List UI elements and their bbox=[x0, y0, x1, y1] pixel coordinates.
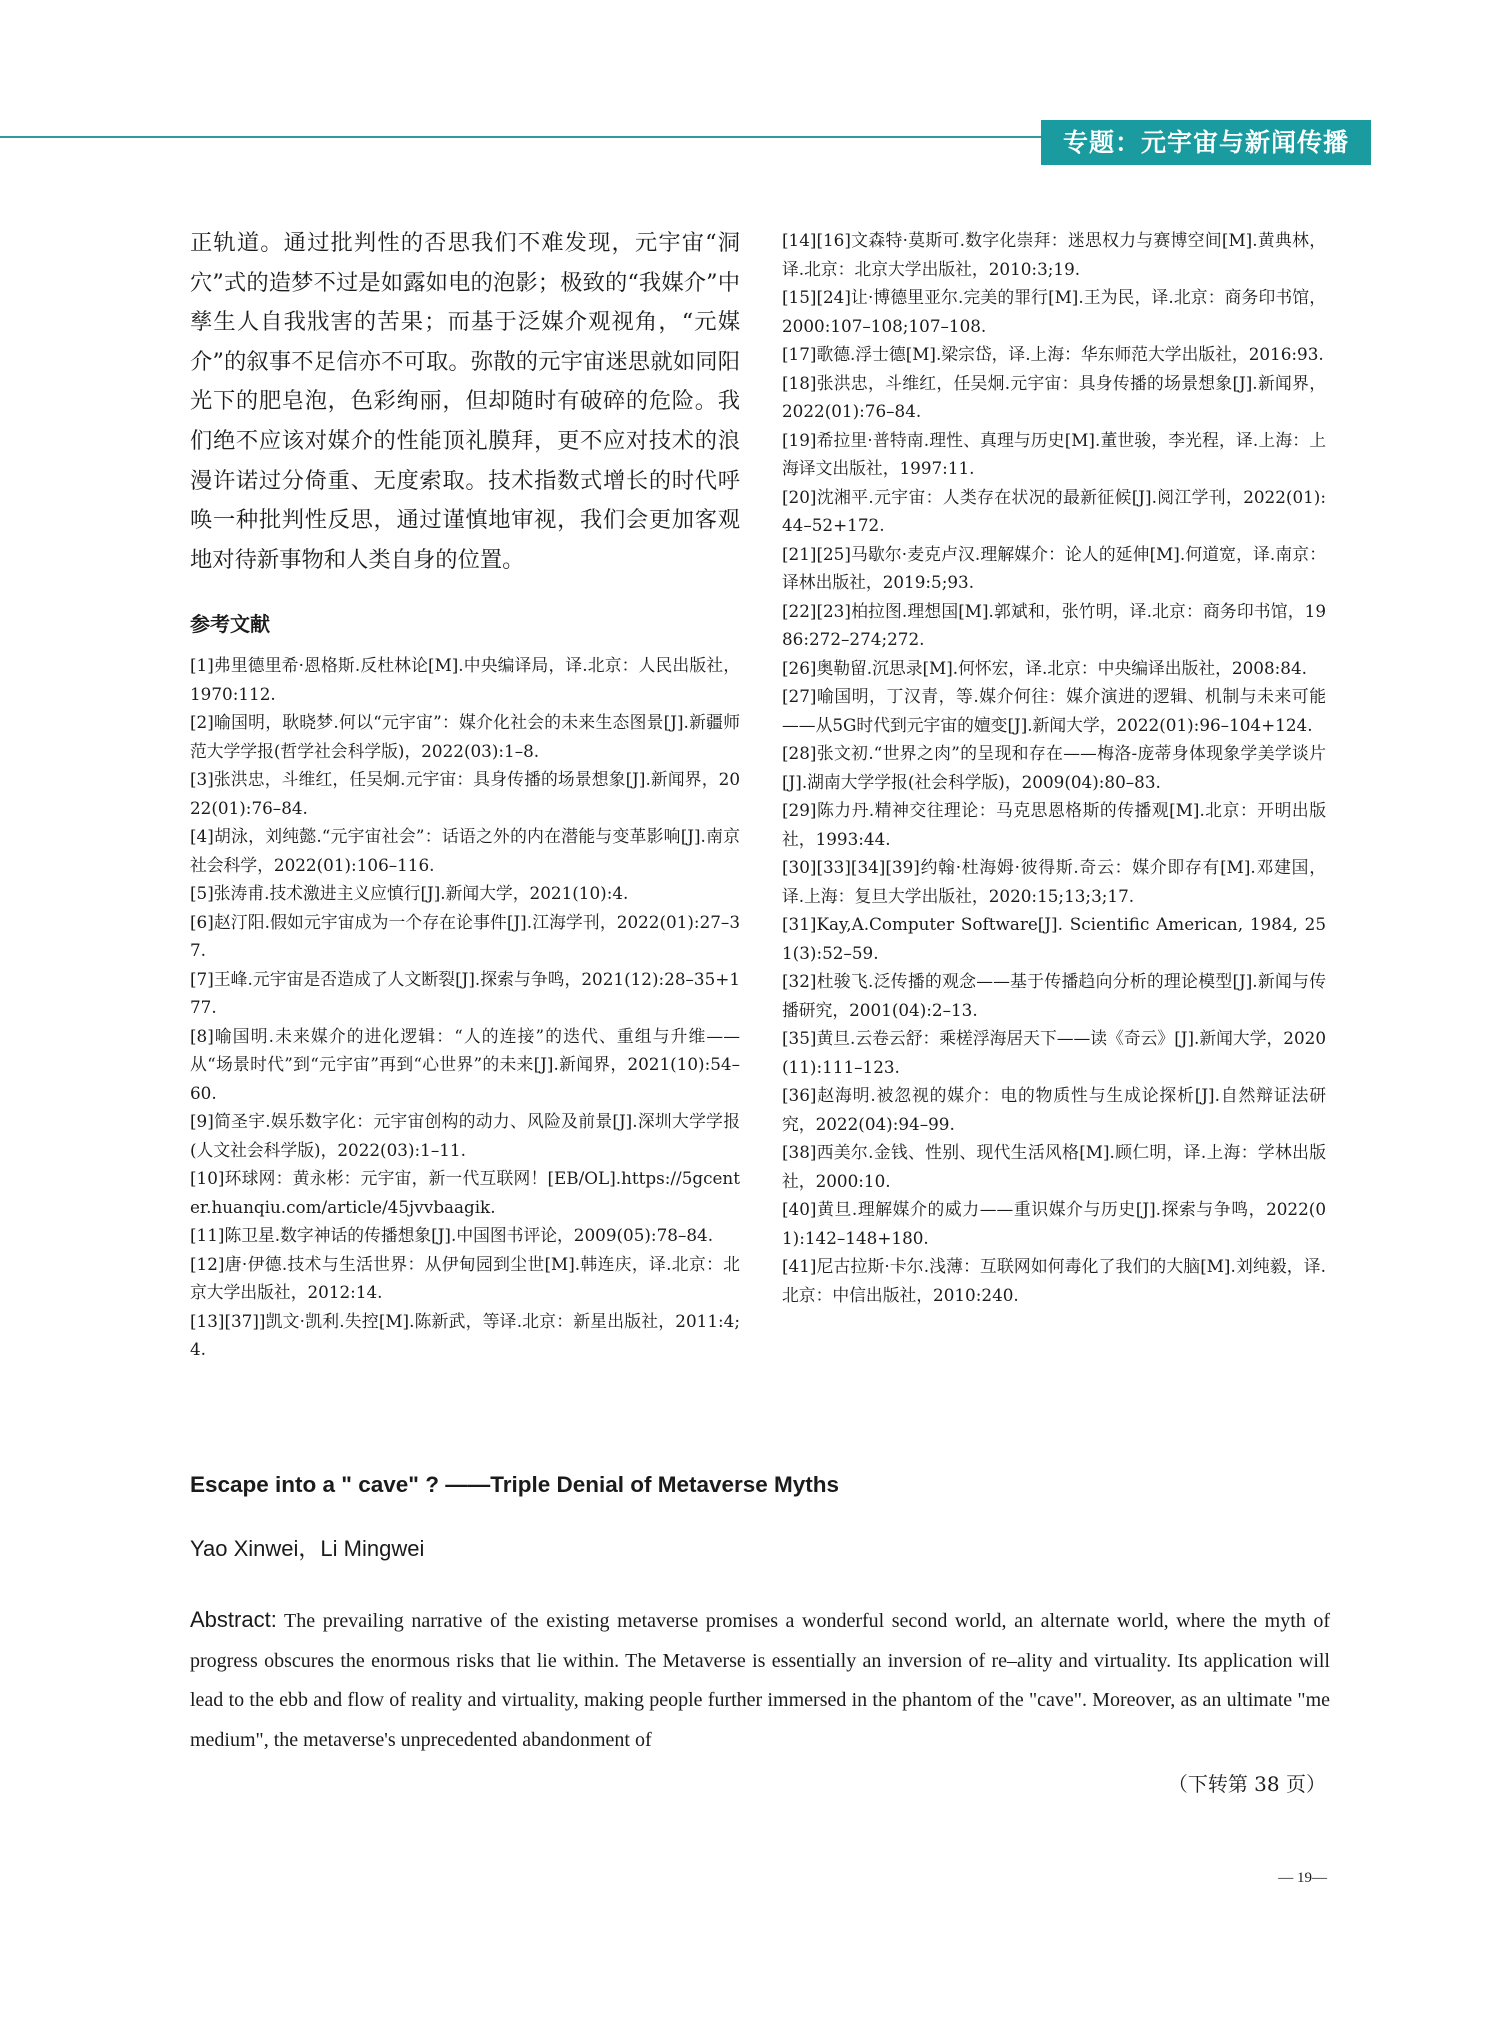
header-rule bbox=[0, 136, 1055, 138]
body-paragraph: 正轨道。通过批判性的否思我们不难发现，元宇宙“洞穴”式的造梦不过是如露如电的泡影；极致的“我媒介”中孳生人自我戕害的苦果；而基于泛媒介观视角，“元媒介”的叙事不足信亦不可取。弥散的元宇宙迷思就如同阳光下的肥皂泡，色彩绚丽，但却随时有破碎的危险。我们绝不应该对媒介的性能顶礼膜拜，更不应对技术的浪漫许诺过分倚重、无度索取。技术指数式增长的时代呼唤一种批判性反思，通过谨慎地审视，我们会更加客观地对待新事物和人类自身的位置。 bbox=[190, 230, 740, 573]
reference-item: [38]西美尔.金钱、性别、现代生活风格[M].顾仁明，译.上海：学林出版社，2000:10. bbox=[782, 1142, 1326, 1191]
reference-item: [40]黄旦.理解媒介的威力——重识媒介与历史[J].探索与争鸣，2022(01):142–148+180. bbox=[782, 1199, 1326, 1248]
english-abstract bbox=[190, 1600, 1330, 1761]
reference-item: [28]张文初.“世界之肉”的呈现和存在——梅洛-庞蒂身体现象学美学谈片[J].湖南大学学报(社会科学版)，2009(04):80–83. bbox=[782, 743, 1326, 792]
reference-item: [21][25]马歇尔·麦克卢汉.理解媒介：论人的延伸[M].何道宽，译.南京：译林出版社，2019:5;93. bbox=[782, 543, 1326, 592]
reference-item: [7]王峰.元宇宙是否造成了人文断裂[J].探索与争鸣，2021(12):28–35+177. bbox=[190, 968, 740, 1018]
reference-item: [27]喻国明，丁汉青，等.媒介何往：媒介演进的逻辑、机制与未来可能——从5G时代到元宇宙的嬗变[J].新闻大学，2022(01):96–104+124. bbox=[782, 686, 1326, 735]
reference-item: [22][23]柏拉图.理想国[M].郭斌和，张竹明，译.北京：商务印书馆，1986:272–274;272. bbox=[782, 600, 1326, 649]
section-tab: 专题：元宇宙与新闻传播 bbox=[1041, 120, 1371, 165]
reference-item: [3]张洪忠，斗维红，任吴炯.元宇宙：具身传播的场景想象[J].新闻界，2022(01):76–84. bbox=[190, 769, 740, 818]
reference-item: [29]陈力丹.精神交往理论：马克思恩格斯的传播观[M].北京：开明出版社，1993:44. bbox=[782, 800, 1326, 849]
english-authors: Yao Xinwei，Li Mingwei bbox=[190, 1536, 425, 1561]
reference-item: [31]Kay,A.Computer Software[J]. Scientific American, 1984, 251(3):52–59. bbox=[782, 914, 1326, 963]
reference-list-left bbox=[190, 651, 740, 1364]
reference-item: [2]喻国明，耿晓梦.何以“元宇宙”：媒介化社会的未来生态图景[J].新疆师范大学学报(哲学社会科学版)，2022(03):1–8. bbox=[190, 712, 740, 761]
references-heading: 参考文献 bbox=[190, 612, 270, 637]
reference-item: [6]赵汀阳.假如元宇宙成为一个存在论事件[J].江海学刊，2022(01):27–37. bbox=[190, 911, 740, 961]
reference-item: [1]弗里德里希·恩格斯.反杜林论[M].中央编译局，译.北京：人民出版社，1970:112. bbox=[190, 655, 740, 704]
reference-item: [32]杜骏飞.泛传播的观念——基于传播趋向分析的理论模型[J].新闻与传播研究，2001(04):2–13. bbox=[782, 971, 1326, 1020]
reference-item: [41]尼古拉斯·卡尔.浅薄：互联网如何毒化了我们的大脑[M].刘纯毅，译.北京：中信出版社，2010:240. bbox=[782, 1256, 1326, 1305]
reference-item: [15][24]让·博德里亚尔.完美的罪行[M].王为民，译.北京：商务印书馆，2000:107–108;107–108. bbox=[782, 287, 1326, 336]
reference-list-right bbox=[782, 226, 1326, 1309]
reference-item: [11]陈卫星.数字神话的传播想象[J].中国图书评论，2009(05):78–84. bbox=[190, 1225, 714, 1246]
reference-item: [35]黄旦.云卷云舒：乘槎浮海居天下——读《奇云》[J].新闻大学，2020(11):111–123. bbox=[782, 1028, 1326, 1077]
reference-item: [19]希拉里·普特南.理性、真理与历史[M].董世骏，李光程，译.上海：上海译文出版社，1997:11. bbox=[782, 429, 1326, 478]
reference-item: [10]环球网：黄永彬：元宇宙，新一代互联网！[EB/OL].https://5gcenter.huanqiu.com/article/45jvvbaagik. bbox=[190, 1168, 740, 1217]
reference-item: [9]简圣宇.娱乐数字化：元宇宙创构的动力、风险及前景[J].深圳大学学报(人文社会科学版)，2022(03):1–11. bbox=[190, 1111, 740, 1160]
reference-item: [14][16]文森特·莫斯可.数字化崇拜：迷思权力与赛博空间[M].黄典林，译.北京：北京大学出版社，2010:3;19. bbox=[782, 230, 1326, 279]
reference-item: [17]歌德.浮士德[M].梁宗岱，译.上海：华东师范大学出版社，2016:93. bbox=[782, 344, 1324, 364]
abstract-text: The prevailing narrative of the existing metaverse promises a wonderful second world, an alternate world, where the myth of progress obscures the enormous risks that lie within. The Metaverse is essentially an inversion of re–ality and virtuality. Its application will lead to the ebb and flow of reality and virtuality, making people further immersed in the phantom of the "cave". Moreover, as an ultimate "me medium", the metaverse's unprecedented abandonment of bbox=[190, 1610, 1330, 1752]
reference-item: [13][37]]凯文·凯利.失控[M].陈新武，等译.北京：新星出版社，2011:4;4. bbox=[190, 1310, 740, 1360]
english-title: Escape into a " cave" ? ——Triple Denial of Metaverse Myths bbox=[190, 1472, 840, 1497]
reference-item: [12]唐·伊德.技术与生活世界：从伊甸园到尘世[M].韩连庆，译.北京：北京大学出版社，2012:14. bbox=[190, 1253, 740, 1303]
continued-note: （下转第 38 页） bbox=[1167, 1772, 1326, 1796]
right-column bbox=[782, 226, 1326, 1309]
reference-item: [36]赵海明.被忽视的媒介：电的物质性与生成论探析[J].自然辩证法研究，2022(04):94–99. bbox=[782, 1085, 1326, 1134]
reference-item: [4]胡泳，刘纯懿.“元宇宙社会”：话语之外的内在潜能与变革影响[J].南京社会科学，2022(01):106–116. bbox=[190, 826, 740, 875]
reference-item: [20]沈湘平.元宇宙：人类存在状况的最新征候[J].阅江学刊，2022(01):44–52+172. bbox=[782, 486, 1326, 535]
page-number: — 19— bbox=[1278, 1870, 1327, 1886]
reference-item: [18]张洪忠，斗维红，任吴炯.元宇宙：具身传播的场景想象[J].新闻界，2022(01):76–84. bbox=[782, 372, 1326, 421]
reference-item: [26]奥勒留.沉思录[M].何怀宏，译.北京：中央编译出版社，2008:84. bbox=[782, 657, 1307, 678]
left-column bbox=[190, 224, 740, 1364]
reference-item: [5]张涛甫.技术激进主义应慎行[J].新闻大学，2021(10):4. bbox=[190, 883, 629, 904]
reference-item: [30][33][34][39]约翰·杜海姆·彼得斯.奇云：媒介即存有[M].邓建国，译.上海：复旦大学出版社，2020:15;13;3;17. bbox=[782, 857, 1326, 906]
english-abstract-section bbox=[190, 1472, 1330, 1761]
abstract-label: Abstract: bbox=[190, 1607, 277, 1632]
reference-item: [8]喻国明.未来媒介的进化逻辑：“人的连接”的迭代、重组与升维——从“场景时代”到“元宇宙”再到“心世界”的未来[J].新闻界，2021(10):54–60. bbox=[190, 1025, 740, 1103]
